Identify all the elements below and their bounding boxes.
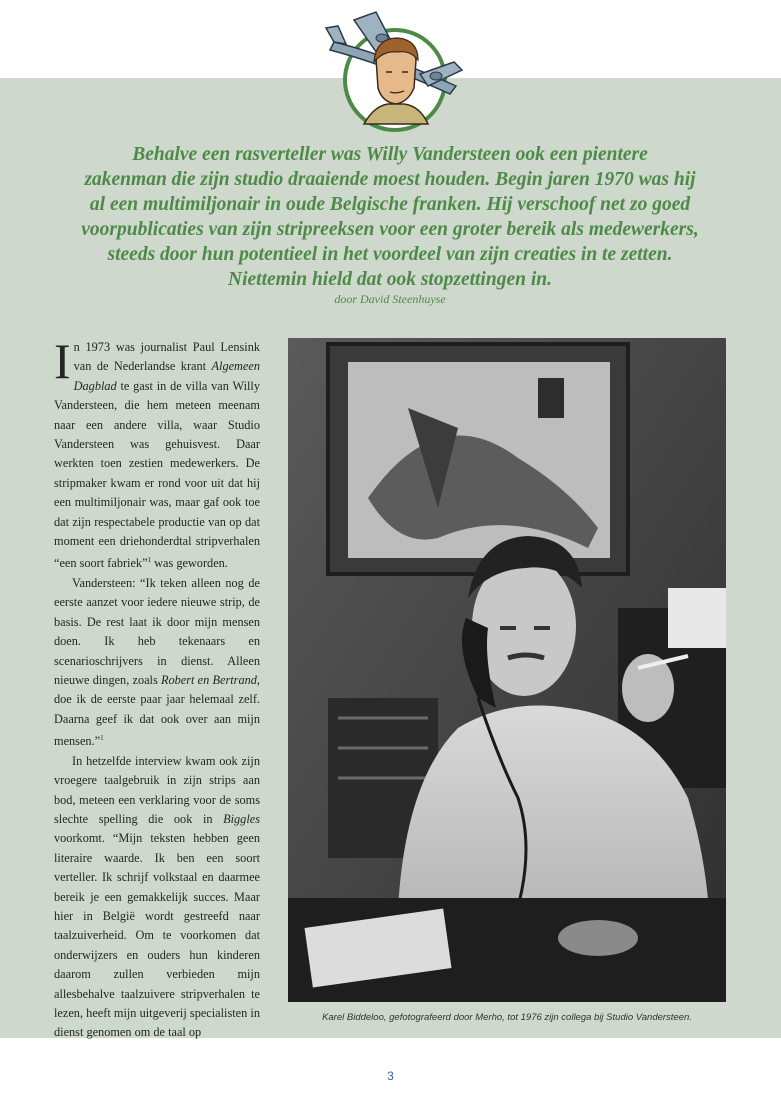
article-column — [54, 333, 260, 1043]
intro-line: zakenman die zijn studio draaiende moest houden. Begin jaren 1970 was hij — [84, 169, 696, 190]
newspaper-title: Algemeen Dagblad — [73, 359, 260, 393]
footnote-ref: 1 — [147, 556, 152, 565]
intro-text — [40, 142, 740, 292]
photo-karel-biddeloo — [288, 338, 726, 1002]
author-byline: door David Steenhuyse — [334, 292, 446, 306]
footnote-ref: 1 — [100, 734, 104, 743]
article-paragraph: In 1973 was journalist Paul Lensink van de Nederlandse krant Algemeen Dagblad te gast in de villa van Willy Vandersteen, die hem meteen meenam naar een andere villa, waar Studio Vandersteen was gehuisvest. Daar werkten toen zestien medewerkers. De stripmaker kwam er rond voor uit dat hij een multimiljonair was, maar gaf ook toe dat zijn respectabele productie van op dat moment een driehonderdtal stripverhalen “een soort fabriek”$^1$ was geworden. — [54, 333, 260, 571]
series-title: Biggles — [223, 811, 260, 826]
intro-line: al een multimiljonair in oude Belgische franken. Hij verschoof net zo goed — [89, 194, 691, 215]
article-paragraph: In hetzelfde interview kwam ook zijn vroegere taalgebruik in zijn strips aan bod, meteen een verklaring voor de soms slechte spelling die ook in Biggles voorkomt. “Mijn teksten hebben geen literaire waarde. Ik ben een soort verteller. Ik schrijf volkstaal en daarmee bereik je een gemakkelijk succes. Maar hier in België wordt gestreefd naar taalzuiverheid. Om te voorkomen dat onderwijzers en ouders hun kinderen daarom zullen verbieden mijn allesbehalve taalzuivere stripverhalen te lezen, heeft mijn uitgeverij specialisten in dienst genomen om de taal op — [54, 753, 260, 1040]
drop-cap: I — [54, 333, 71, 389]
article-paragraph: Vandersteen: “Ik teken alleen nog de eerste aanzet voor iedere nieuwe strip, de basis. De rest laat ik door mijn mensen doen. Ik heb tekenaars en scenarioschrijvers in dienst. Alleen nieuwe dingen, zoals Robert en Bertrand, doe ik de eerste paar jaar helemaal zelf. Daarna geef ik dat ook over aan mijn mensen.”$^1$ — [54, 575, 260, 749]
photo-caption: Karel Biddeloo, gefotografeerd door Merho, tot 1976 zijn collega bij Studio Vandersteen. — [322, 1012, 692, 1023]
intro-line: steeds door hun potentieel in het voordeel van zijn creaties in te zetten. — [107, 244, 673, 265]
intro-line: Behalve een rasverteller was Willy Vandersteen ook een pientere — [132, 144, 648, 165]
biggles-emblem — [324, 2, 466, 134]
page-number: 3 — [387, 1069, 394, 1083]
intro-line: Niettemin hield dat ook stopzettingen in. — [228, 269, 552, 290]
series-title: Robert en Bertrand — [160, 673, 257, 687]
intro-line: voorpublicaties van zijn stripreeksen voor een groter bereik als medewerkers, — [81, 219, 699, 240]
